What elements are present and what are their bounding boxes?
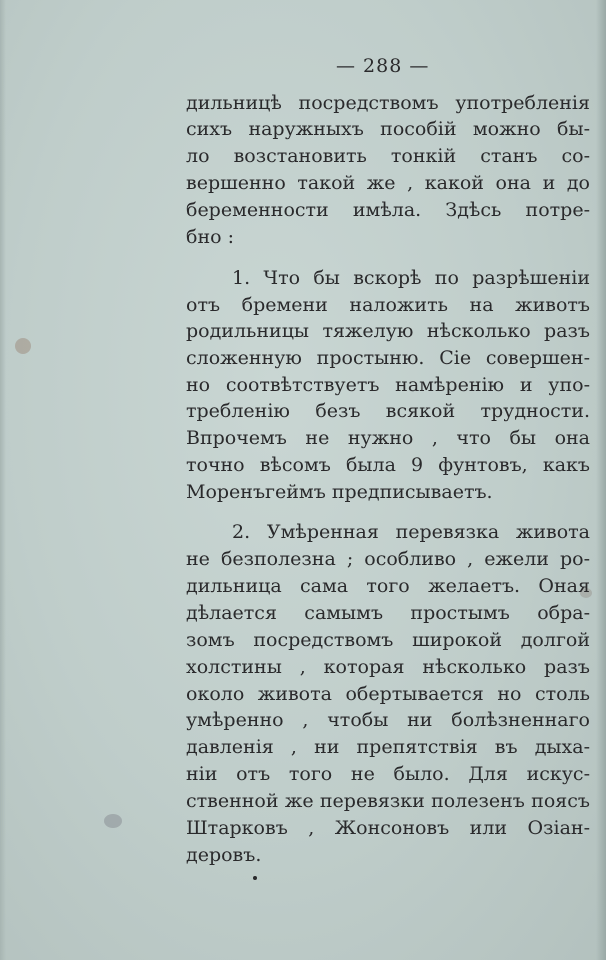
text-line: умѣренно , чтобы ни болѣзненнаго [186,709,590,731]
text-line: около живота обертывается но столь [186,683,590,705]
text-line: вершенно такой же , какой она и до [186,172,590,194]
page-number-header: — 288 — [336,55,430,77]
text-line: дѣлается самымъ простымъ обра- [186,602,590,624]
text-line: беременности имѣла. Здѣсь потре- [186,199,590,221]
text-line: ственной же перевязки полезенъ поясъ [186,790,590,812]
text-line: деровъ. [186,844,262,866]
page-left-edge [0,0,6,960]
text-line: ніи отъ того не было. Для искус- [186,763,590,785]
text-line: отъ бремени наложить на животъ [186,294,590,316]
paper-stain [104,814,122,828]
text-line: давленія , ни препятствія въ дыха- [186,736,590,758]
text-line: Впрочемъ не нужно , что бы она [186,427,590,449]
text-line: 1. Что бы вскорѣ по разрѣшеніи [232,267,590,289]
text-line: зомъ посредствомъ широкой долгой [186,629,590,651]
text-line: точно вѣсомъ была 9 фунтовъ, какъ [186,454,590,476]
page-right-edge [596,0,606,960]
text-line: родильницы тяжелую нѣсколько разъ [186,320,590,342]
ink-dot [253,876,257,880]
text-line: дильницѣ посредствомъ употребленія [186,92,590,114]
text-line: ло возстановить тонкій станъ со- [186,145,590,167]
text-line: сложенную простыню. Сіе совершен- [186,347,590,369]
text-line: Моренъгеймъ предписываетъ. [186,481,493,503]
text-line: но соотвѣтствуетъ намѣренію и упо- [186,374,590,396]
text-line: 2. Умѣренная перевязка живота [232,521,590,543]
text-line: Штарковъ , Жонсоновъ или Озіан- [186,817,590,839]
text-line: сихъ наружныхъ пособій можно бы- [186,118,590,140]
text-line: холстины , которая нѣсколько разъ [186,656,590,678]
text-line: не безполезна ; особливо , ежели ро- [186,548,590,570]
paper-stain [15,338,31,354]
text-line: бно : [186,226,234,248]
text-line: дильница сама того желаетъ. Оная [186,575,590,597]
text-line: требленію безъ всякой трудности. [186,400,590,422]
